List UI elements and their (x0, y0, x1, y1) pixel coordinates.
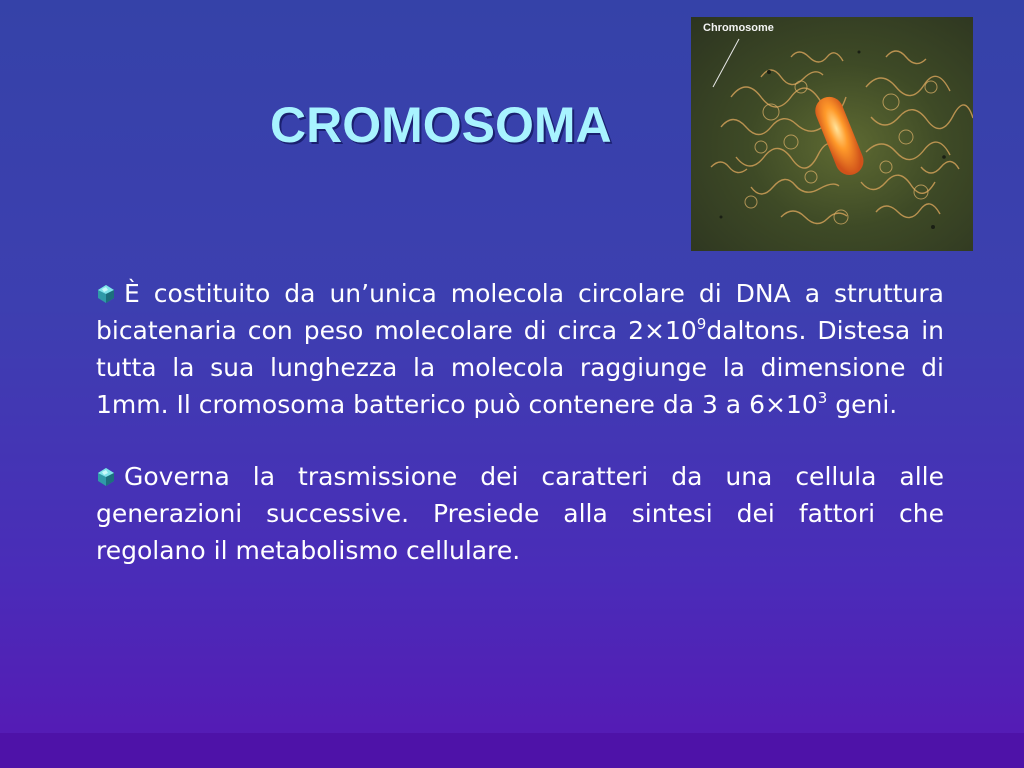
bottom-band (0, 733, 1024, 768)
chromosome-micrograph (691, 17, 973, 251)
bullet-1-part1: È costituito da un’unica molecola circolare di DNA a struttura bicatenaria con peso molecolare di circa 2 (96, 279, 944, 345)
teal-crystal-bullet-icon (96, 467, 116, 487)
power-base-1: 10 (664, 316, 697, 345)
times-sign-2: × (764, 390, 786, 419)
micrograph-label: Chromosome (703, 22, 774, 34)
micrograph-illustration (691, 17, 973, 251)
slide-title: CROMOSOMA (270, 97, 612, 153)
bullet-list (96, 275, 944, 569)
bullet-item-structure (96, 275, 944, 423)
times-sign-1: × (644, 316, 665, 345)
bullet-1-part3: geni. (827, 390, 898, 419)
bullet-2-text: Governa la trasmissione dei caratteri da una cellula alle generazioni successive. Presiede alla sintesi dei fattori che regolano il metabolismo cellulare. (96, 462, 944, 565)
bullet-item-function (96, 458, 944, 569)
exponent-2: 3 (817, 389, 828, 407)
exponent-1: 9 (696, 315, 707, 333)
power-base-2: 10 (785, 390, 818, 419)
bullet-1-part2: daltons. Distesa in tutta la sua lunghezza la molecola raggiunge la dimensione di 1mm. Il cromosoma batterico può contenere da 3 a 6 (96, 316, 944, 419)
teal-crystal-bullet-icon (96, 284, 116, 304)
